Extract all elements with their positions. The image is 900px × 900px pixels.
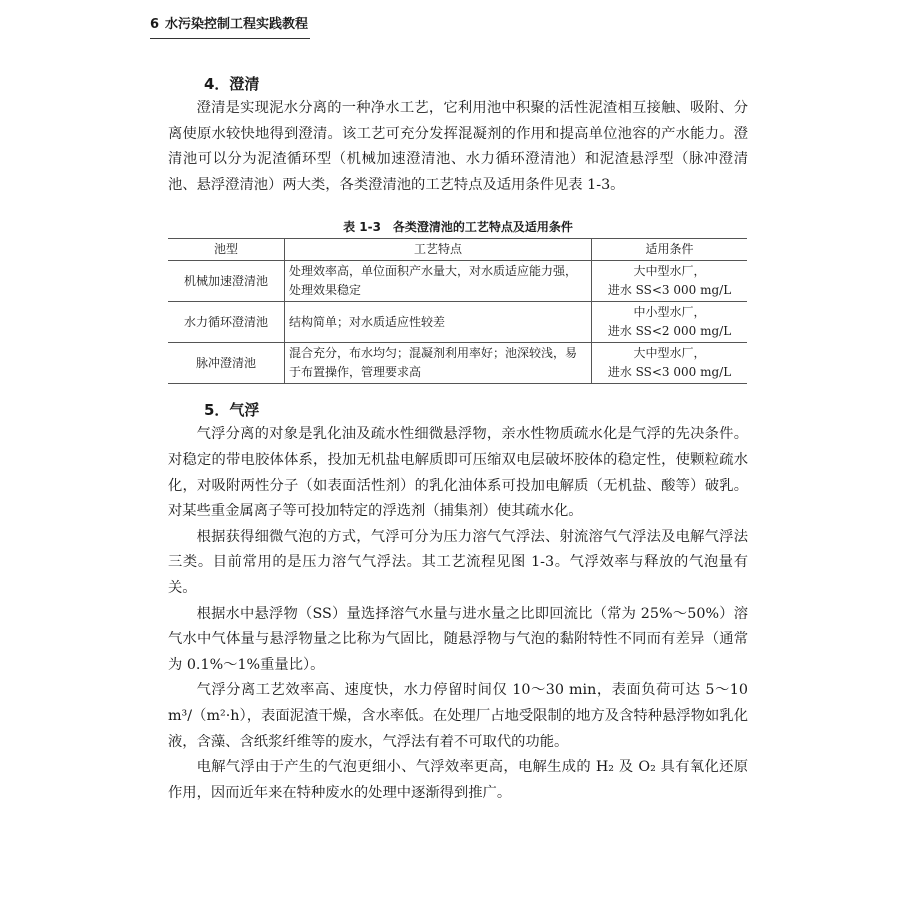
condition-plant: 大中型水厂，	[633, 264, 706, 279]
table-header-row	[168, 239, 747, 261]
book-title: 水污染控制工程实践教程	[165, 17, 309, 32]
condition-ss: 进水 SS<2 000 mg/L	[607, 324, 732, 339]
cell-conditions	[592, 343, 748, 384]
table-row	[168, 343, 747, 384]
table-1-3	[168, 216, 748, 384]
section-5	[168, 398, 748, 806]
cell-features: 处理效率高，单位面积产水量大，对水质适应能力强，处理效果稳定	[285, 261, 592, 302]
condition-ss: 进水 SS<3 000 mg/L	[607, 283, 732, 298]
page-content	[168, 72, 748, 806]
cell-features: 结构简单；对水质适应性较差	[285, 302, 592, 343]
table-row	[168, 261, 747, 302]
page-number: 6	[150, 17, 160, 32]
section-5-paragraph: 气浮分离工艺效率高、速度快，水力停留时间仅 10～30 min，表面负荷可达 5～10 m³/（m²·h），表面泥渣干燥，含水率低。在处理厂占地受限制的地方及含特种悬浮物如乳化液，含藻、含纸浆纤维等的废水，气浮法有着不可取代的功能。	[168, 682, 748, 750]
cell-features: 混合充分，布水均匀；混凝剂利用率好；池深较浅，易于布置操作，管理要求高	[285, 343, 592, 384]
cell-type: 脉冲澄清池	[168, 343, 285, 384]
header-cell-features: 工艺特点	[285, 239, 592, 261]
clarifier-table	[168, 238, 747, 384]
section-5-heading: 5．气浮	[204, 401, 260, 420]
section-5-paragraph: 电解气浮由于产生的气泡更细小、气浮效率更高，电解生成的 H₂ 及 O₂ 具有氧化还原作用，因而近年来在特种废水的处理中逐渐得到推广。	[168, 759, 748, 801]
condition-ss: 进水 SS<3 000 mg/L	[607, 365, 732, 380]
condition-plant: 中小型水厂，	[633, 305, 706, 320]
section-5-paragraph: 气浮分离的对象是乳化油及疏水性细微悬浮物，亲水性物质疏水化是气浮的先决条件。对稳定的带电胶体体系，投加无机盐电解质即可压缩双电层破坏胶体的稳定性，使颗粒疏水化，对吸附两性分子（如表面活性剂）的乳化油体系可投加电解质（无机盐、酸等）破乳。对某些重金属离子等可投加特定的浮选剂（捕集剂）使其疏水化。	[168, 426, 748, 520]
condition-plant: 大中型水厂，	[633, 346, 706, 361]
running-header	[150, 14, 310, 39]
section-4-paragraph: 澄清是实现泥水分离的一种净水工艺，它利用池中积聚的活性泥渣相互接触、吸附、分离使原水较快地得到澄清。该工艺可充分发挥混凝剂的作用和提高单位池容的产水能力。澄清池可以分为泥渣循环型（机械加速澄清池、水力循环澄清池）和泥渣悬浮型（脉冲澄清池、悬浮澄清池）两大类，各类澄清池的工艺特点及适用条件见表 1-3。	[168, 100, 748, 193]
section-4-heading: 4．澄清	[204, 75, 260, 93]
cell-type: 水力循环澄清池	[168, 302, 285, 343]
table-row	[168, 302, 747, 343]
header-cell-conditions: 适用条件	[592, 239, 748, 261]
table-title: 表 1-3 各类澄清池的工艺特点及适用条件	[343, 220, 573, 235]
cell-conditions	[592, 261, 748, 302]
header-cell-type: 池型	[168, 239, 285, 261]
cell-type: 机械加速澄清池	[168, 261, 285, 302]
section-5-paragraph: 根据水中悬浮物（SS）量选择溶气水量与进水量之比即回流比（常为 25%～50%）溶气水中气体量与悬浮物量之比称为气固比，随悬浮物与气泡的黏附特性不同而有差异（通常为 0.1%～1%重量比）。	[168, 605, 748, 673]
section-5-paragraph: 根据获得细微气泡的方式，气浮可分为压力溶气气浮法、射流溶气气浮法及电解气浮法三类。目前常用的是压力溶气气浮法。其工艺流程见图 1-3。气浮效率与释放的气泡量有关。	[168, 528, 748, 596]
cell-conditions	[592, 302, 748, 343]
